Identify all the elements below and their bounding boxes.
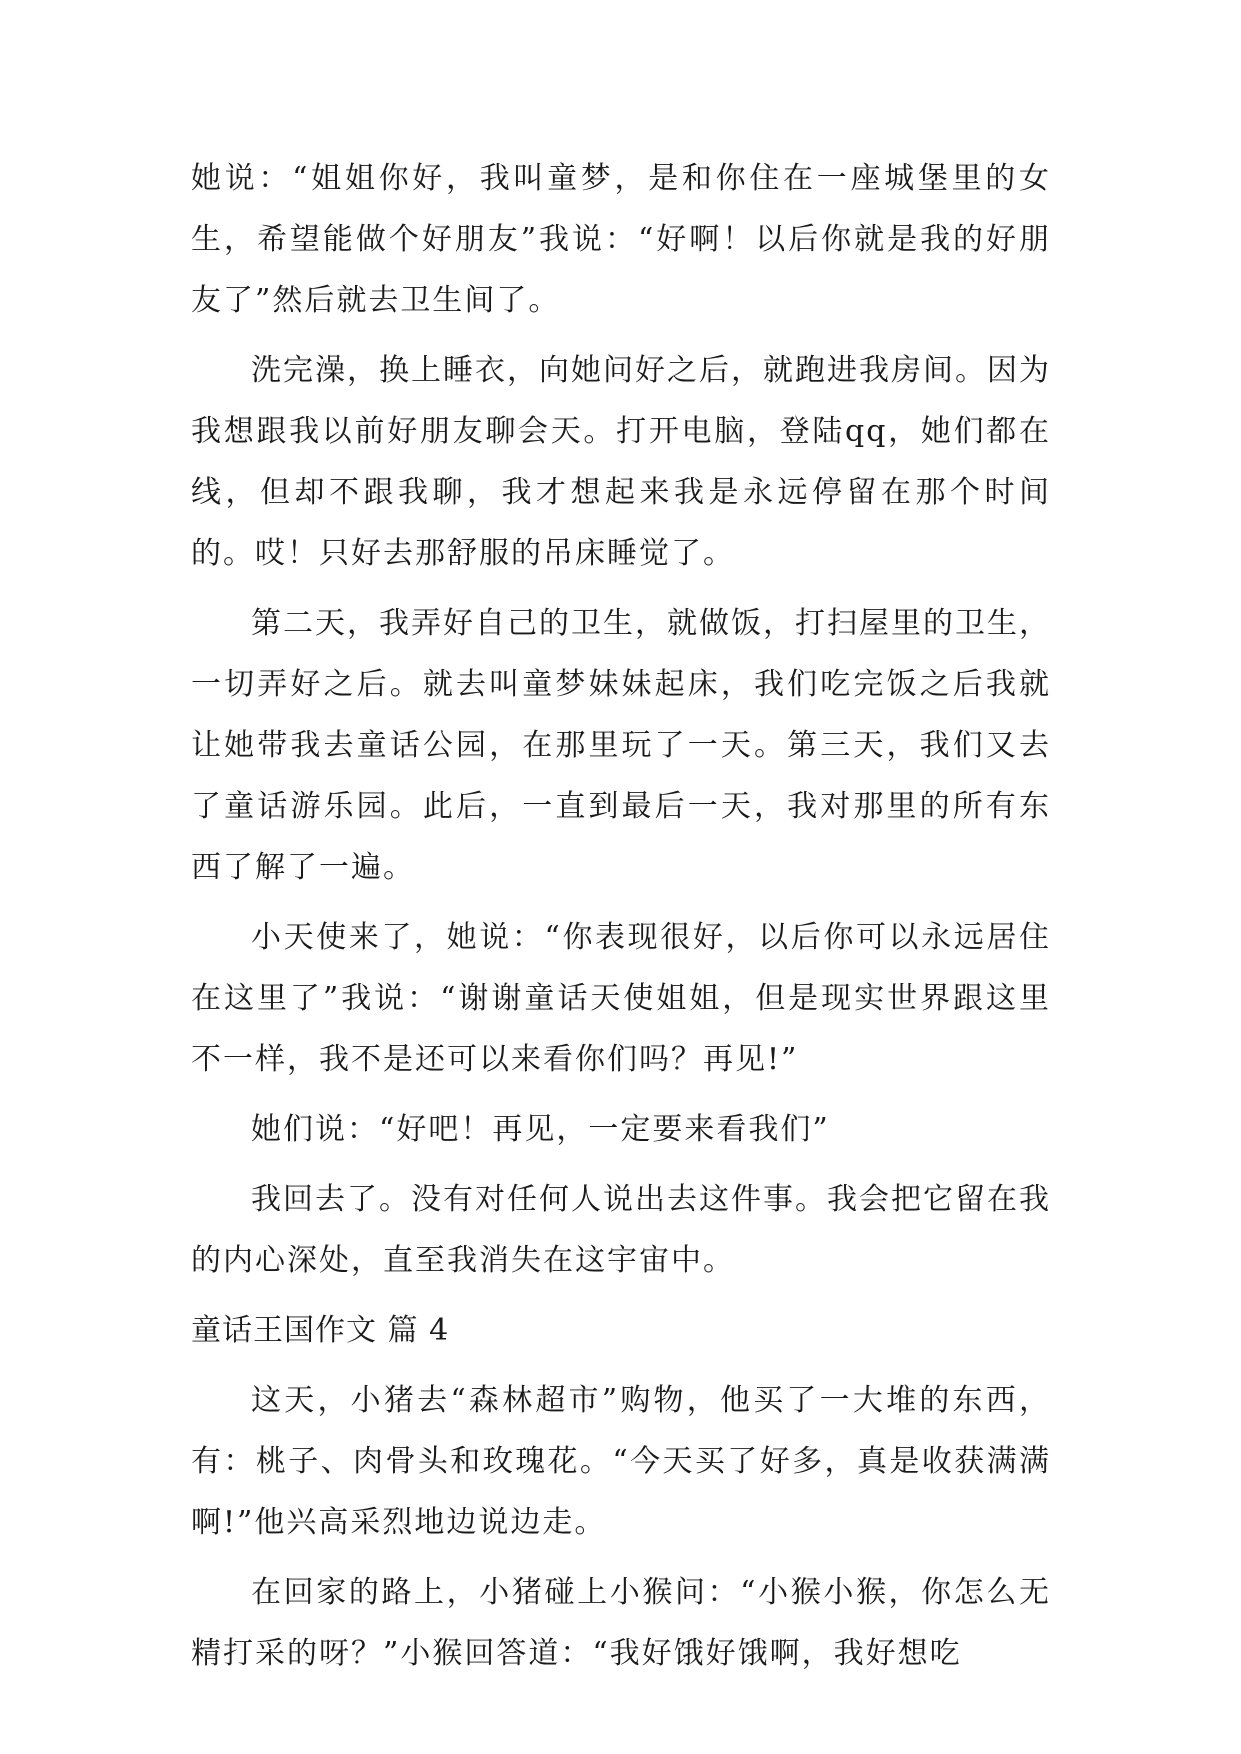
section-heading: 童话王国作文 篇 4 xyxy=(191,1313,450,1348)
document-page xyxy=(191,148,1051,1693)
paragraph: 这天，小猪去“森林超市”购物，他买了一大堆的东西，有：桃子、肉骨头和玫瑰花。“今天买了好多，真是收获满满啊!”他兴高采烈地边说边走。 xyxy=(191,1383,1051,1540)
paragraph: 洗完澡，换上睡衣，向她问好之后，就跑进我房间。因为我想跟我以前好朋友聊会天。打开电脑，登陆qq，她们都在线，但却不跟我聊，我才想起来我是永远停留在那个时间的。哎！只好去那舒服的吊床睡觉了。 xyxy=(191,353,1051,571)
paragraph: 我回去了。没有对任何人说出去这件事。我会把它留在我的内心深处，直至我消失在这宇宙中。 xyxy=(191,1182,1051,1278)
paragraph: 第二天，我弄好自己的卫生，就做饭，打扫屋里的卫生，一切弄好之后。就去叫童梦妹妹起床，我们吃完饭之后我就让她带我去童话公园，在那里玩了一天。第三天，我们又去了童话游乐园。此后，一直到最后一天，我对那里的所有东西了解了一遍。 xyxy=(191,606,1051,885)
paragraph: 她说：“姐姐你好，我叫童梦，是和你住在一座城堡里的女生，希望能做个好朋友”我说：“好啊！以后你就是我的好朋友了”然后就去卫生间了。 xyxy=(191,161,1051,318)
paragraph: 小天使来了，她说：“你表现很好，以后你可以永远居住在这里了”我说：“谢谢童话天使姐姐，但是现实世界跟这里不一样，我不是还可以来看你们吗？再见!” xyxy=(191,920,1051,1077)
paragraph: 在回家的路上，小猪碰上小猴问：“小猴小猴，你怎么无精打采的呀？”小猴回答道：“我好饿好饿啊，我好想吃 xyxy=(191,1575,1051,1671)
paragraph: 她们说：“好吧！再见，一定要来看我们” xyxy=(251,1112,830,1147)
